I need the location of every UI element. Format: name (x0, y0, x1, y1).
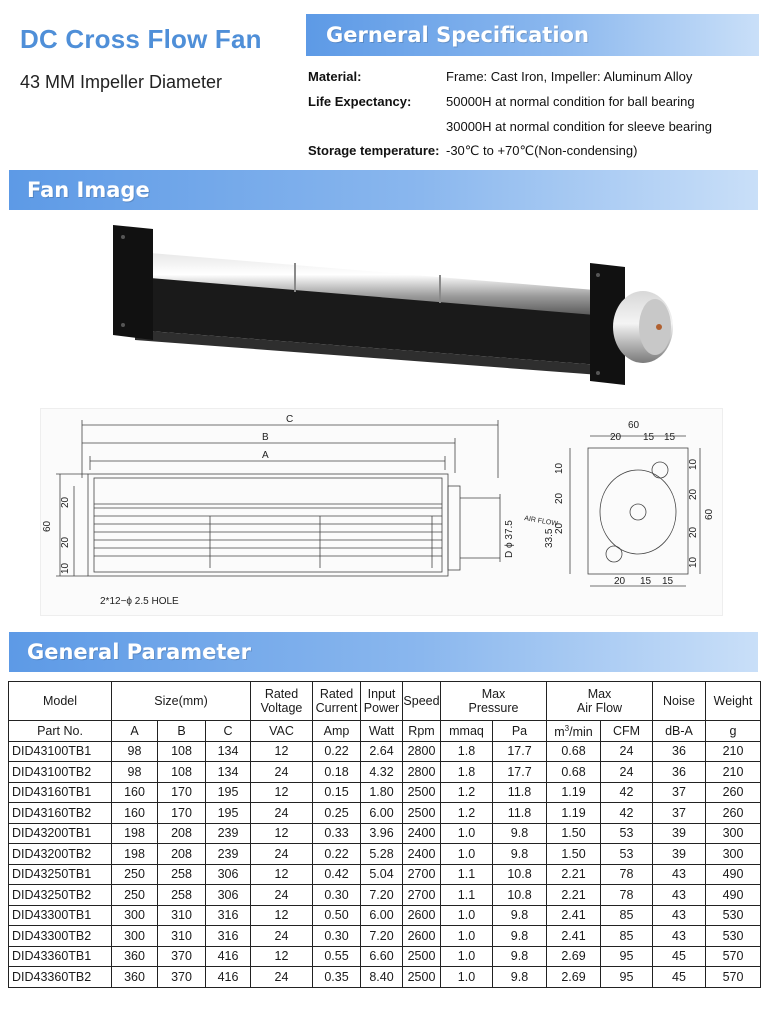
unit-watt: Watt (361, 721, 403, 742)
unit-mmaq: mmaq (441, 721, 493, 742)
spec-label-material: Material: (308, 69, 362, 84)
cell-speed: 2500 (403, 782, 441, 803)
cell-model: DID43200TB2 (9, 844, 112, 865)
unit-g: g (706, 721, 761, 742)
cell-weight: 300 (706, 844, 761, 865)
cell-rated-voltage: 12 (251, 741, 313, 762)
cell-size-b: 370 (158, 946, 206, 967)
specification-banner-text: Gerneral Specification (326, 23, 589, 47)
cell-airflow-cfm: 95 (601, 946, 653, 967)
cell-weight: 490 (706, 864, 761, 885)
cell-weight: 210 (706, 762, 761, 783)
table-row (9, 946, 761, 967)
cell-pressure-mmaq: 1.1 (441, 885, 493, 906)
cell-airflow-cfm: 53 (601, 844, 653, 865)
header-input-power-line1: Input (367, 687, 396, 701)
cell-weight: 530 (706, 905, 761, 926)
cell-rated-current: 0.30 (313, 885, 361, 906)
dim-height-60: 60 (42, 520, 53, 532)
header-max-airflow-line1: Max (587, 687, 612, 701)
unit-m3-base: m (554, 725, 565, 740)
cell-weight: 210 (706, 741, 761, 762)
spec-value-life-ball: 50000H at normal condition for ball bearing (446, 94, 695, 109)
cell-pressure-mmaq: 1.8 (441, 762, 493, 783)
table-row (9, 864, 761, 885)
cell-airflow-m3min: 1.19 (547, 803, 601, 824)
unit-m3-sup: 3 (564, 724, 570, 734)
unit-amp: Amp (313, 721, 361, 742)
header-size: Size(mm) (112, 682, 251, 721)
cell-size-b: 108 (158, 762, 206, 783)
cell-size-b: 208 (158, 823, 206, 844)
unit-vac: VAC (251, 721, 313, 742)
cell-pressure-pa: 9.8 (493, 946, 547, 967)
cell-size-a: 98 (112, 762, 158, 783)
cell-model: DID43100TB2 (9, 762, 112, 783)
cell-airflow-cfm: 85 (601, 926, 653, 947)
cell-rated-current: 0.42 (313, 864, 361, 885)
end-top-15b: 15 (664, 432, 676, 443)
cell-model: DID43160TB2 (9, 803, 112, 824)
cell-size-b: 170 (158, 782, 206, 803)
cell-input-power: 8.40 (361, 967, 403, 988)
cell-pressure-pa: 17.7 (493, 762, 547, 783)
end-side-10: 10 (554, 462, 565, 474)
cell-noise: 37 (653, 803, 706, 824)
dim-left-20a: 20 (60, 496, 71, 508)
cell-size-a: 160 (112, 782, 158, 803)
cell-noise: 43 (653, 905, 706, 926)
cell-rated-voltage: 24 (251, 844, 313, 865)
cell-size-c: 316 (206, 905, 251, 926)
cell-input-power: 7.20 (361, 885, 403, 906)
unit-c: C (206, 721, 251, 742)
air-flow-label: AIR FLOW (523, 515, 559, 528)
dim-c-label: C (286, 414, 294, 425)
cell-rated-voltage: 12 (251, 905, 313, 926)
end-right-10b: 10 (688, 556, 699, 568)
cell-airflow-cfm: 78 (601, 864, 653, 885)
header-input-power-line2: Power (363, 701, 400, 715)
cell-airflow-m3min: 2.41 (547, 905, 601, 926)
header-max-pressure-line2: Pressure (468, 701, 519, 715)
specification-banner (306, 14, 759, 56)
cell-input-power: 6.00 (361, 905, 403, 926)
end-top-15a: 15 (643, 432, 655, 443)
cell-rated-voltage: 12 (251, 864, 313, 885)
cell-size-c: 134 (206, 762, 251, 783)
unit-b: B (158, 721, 206, 742)
cell-pressure-pa: 10.8 (493, 885, 547, 906)
cell-noise: 37 (653, 782, 706, 803)
unit-cfm: CFM (601, 721, 653, 742)
cell-pressure-mmaq: 1.0 (441, 967, 493, 988)
cell-size-a: 360 (112, 967, 158, 988)
cell-rated-voltage: 12 (251, 782, 313, 803)
cell-noise: 39 (653, 844, 706, 865)
cell-weight: 490 (706, 885, 761, 906)
spec-value-life-sleeve: 30000H at normal condition for sleeve bearing (446, 119, 712, 134)
cell-airflow-m3min: 2.69 (547, 946, 601, 967)
cell-size-b: 108 (158, 741, 206, 762)
cell-rated-current: 0.22 (313, 844, 361, 865)
cell-pressure-mmaq: 1.0 (441, 844, 493, 865)
cell-input-power: 3.96 (361, 823, 403, 844)
header-rated-voltage (251, 682, 313, 721)
cell-size-a: 360 (112, 946, 158, 967)
cell-size-c: 134 (206, 741, 251, 762)
cell-noise: 39 (653, 823, 706, 844)
cell-rated-current: 0.22 (313, 741, 361, 762)
cell-model: DID43100TB1 (9, 741, 112, 762)
cell-airflow-m3min: 0.68 (547, 762, 601, 783)
header-max-pressure (441, 682, 547, 721)
cell-size-b: 310 (158, 905, 206, 926)
cell-size-a: 250 (112, 885, 158, 906)
fan-image-banner (9, 170, 758, 210)
cell-airflow-cfm: 42 (601, 782, 653, 803)
cell-size-a: 160 (112, 803, 158, 824)
table-row (9, 967, 761, 988)
cell-speed: 2600 (403, 926, 441, 947)
cell-speed: 2700 (403, 864, 441, 885)
cell-speed: 2500 (403, 803, 441, 824)
fan-photo (95, 215, 675, 395)
header-rated-current (313, 682, 361, 721)
header-input-power (361, 682, 403, 721)
cell-airflow-m3min: 1.50 (547, 823, 601, 844)
cell-input-power: 1.80 (361, 782, 403, 803)
unit-dba: dB-A (653, 721, 706, 742)
cell-model: DID43250TB1 (9, 864, 112, 885)
cell-pressure-mmaq: 1.8 (441, 741, 493, 762)
unit-rpm: Rpm (403, 721, 441, 742)
general-parameter-banner (9, 632, 758, 672)
table-row (9, 844, 761, 865)
spec-label-life: Life Expectancy: (308, 94, 412, 109)
cell-size-a: 300 (112, 926, 158, 947)
header-model: Model (9, 682, 112, 721)
cell-airflow-m3min: 0.68 (547, 741, 601, 762)
cell-size-c: 239 (206, 844, 251, 865)
cell-pressure-mmaq: 1.0 (441, 946, 493, 967)
cell-noise: 36 (653, 762, 706, 783)
cell-rated-current: 0.18 (313, 762, 361, 783)
cell-airflow-m3min: 2.21 (547, 864, 601, 885)
cell-speed: 2500 (403, 967, 441, 988)
cell-size-b: 170 (158, 803, 206, 824)
cell-speed: 2400 (403, 844, 441, 865)
header-weight: Weight (706, 682, 761, 721)
end-right-60: 60 (704, 508, 715, 520)
cell-airflow-m3min: 2.69 (547, 967, 601, 988)
cell-size-c: 306 (206, 885, 251, 906)
end-right-20b: 20 (688, 526, 699, 538)
cell-size-b: 258 (158, 885, 206, 906)
end-top-20: 20 (610, 432, 622, 443)
cell-airflow-m3min: 1.50 (547, 844, 601, 865)
cell-input-power: 2.64 (361, 741, 403, 762)
cell-airflow-cfm: 85 (601, 905, 653, 926)
cell-rated-voltage: 24 (251, 885, 313, 906)
cell-input-power: 5.04 (361, 864, 403, 885)
cell-model: DID43160TB1 (9, 782, 112, 803)
end-bottom-15b: 15 (662, 576, 674, 587)
cell-input-power: 6.60 (361, 946, 403, 967)
cell-weight: 530 (706, 926, 761, 947)
cell-speed: 2600 (403, 905, 441, 926)
cell-airflow-m3min: 2.41 (547, 926, 601, 947)
cell-noise: 45 (653, 967, 706, 988)
cell-model: DID43360TB2 (9, 967, 112, 988)
cell-input-power: 7.20 (361, 926, 403, 947)
cell-pressure-pa: 9.8 (493, 905, 547, 926)
cell-size-b: 208 (158, 844, 206, 865)
table-row (9, 885, 761, 906)
cell-airflow-cfm: 95 (601, 967, 653, 988)
diameter-label: D ϕ 37.5 (504, 520, 515, 558)
general-parameter-banner-text: General Parameter (27, 640, 251, 664)
cell-speed: 2700 (403, 885, 441, 906)
end-bottom-15: 15 (640, 576, 652, 587)
spec-value-material: Frame: Cast Iron, Impeller: Aluminum Alloy (446, 69, 693, 84)
cell-noise: 43 (653, 864, 706, 885)
cell-size-c: 195 (206, 803, 251, 824)
cell-pressure-mmaq: 1.1 (441, 864, 493, 885)
end-bottom-20: 20 (614, 576, 626, 587)
cell-size-c: 316 (206, 926, 251, 947)
spec-value-storage: -30℃ to +70℃(Non-condensing) (446, 143, 638, 158)
dim-left-20b: 20 (60, 536, 71, 548)
table-row (9, 782, 761, 803)
product-title: DC Cross Flow Fan (20, 24, 262, 54)
cell-size-b: 370 (158, 967, 206, 988)
spec-label-storage: Storage temperature: (308, 143, 440, 158)
end-right-20a: 20 (688, 488, 699, 500)
table-row (9, 926, 761, 947)
cell-size-b: 310 (158, 926, 206, 947)
parameter-table-body (9, 741, 761, 987)
cell-noise: 43 (653, 885, 706, 906)
cell-airflow-cfm: 24 (601, 762, 653, 783)
cell-size-c: 416 (206, 946, 251, 967)
cell-model: DID43200TB1 (9, 823, 112, 844)
unit-m3-per-min: /min (569, 725, 593, 740)
cell-size-c: 195 (206, 782, 251, 803)
dimension-drawing (40, 408, 723, 616)
table-header-row (9, 682, 761, 721)
cell-rated-current: 0.30 (313, 926, 361, 947)
cell-airflow-m3min: 1.19 (547, 782, 601, 803)
cell-weight: 570 (706, 946, 761, 967)
cell-speed: 2800 (403, 762, 441, 783)
cell-size-a: 250 (112, 864, 158, 885)
table-row (9, 803, 761, 824)
end-side-33-5: 33.5 (544, 528, 555, 548)
cell-speed: 2500 (403, 946, 441, 967)
cell-rated-voltage: 24 (251, 967, 313, 988)
cell-airflow-cfm: 53 (601, 823, 653, 844)
cell-pressure-mmaq: 1.0 (441, 905, 493, 926)
unit-m3-min (547, 721, 601, 742)
header-rated-voltage-line1: Rated (264, 687, 299, 701)
cell-noise: 45 (653, 946, 706, 967)
cell-weight: 260 (706, 803, 761, 824)
cell-pressure-pa: 11.8 (493, 782, 547, 803)
cell-size-a: 198 (112, 844, 158, 865)
product-subtitle: 43 MM Impeller Diameter (20, 72, 223, 92)
header-rated-voltage-line2: Voltage (260, 701, 303, 715)
dim-left-10: 10 (60, 562, 71, 574)
cell-rated-voltage: 24 (251, 762, 313, 783)
cell-pressure-pa: 9.8 (493, 823, 547, 844)
cell-input-power: 4.32 (361, 762, 403, 783)
cell-rated-current: 0.25 (313, 803, 361, 824)
cell-model: DID43360TB1 (9, 946, 112, 967)
end-right-10a: 10 (688, 458, 699, 470)
parameter-table (8, 681, 761, 988)
header-rated-current-line2: Current (315, 701, 358, 715)
cell-rated-current: 0.35 (313, 967, 361, 988)
fan-left-endplate (113, 225, 153, 340)
end-side-20b: 20 (554, 522, 565, 534)
cell-pressure-mmaq: 1.2 (441, 782, 493, 803)
cell-input-power: 5.28 (361, 844, 403, 865)
cell-pressure-pa: 9.8 (493, 844, 547, 865)
table-row (9, 905, 761, 926)
cell-model: DID43250TB2 (9, 885, 112, 906)
dim-a-label: A (262, 450, 269, 461)
cell-input-power: 6.00 (361, 803, 403, 824)
unit-a: A (112, 721, 158, 742)
cell-weight: 300 (706, 823, 761, 844)
cell-weight: 570 (706, 967, 761, 988)
table-row (9, 823, 761, 844)
unit-pa: Pa (493, 721, 547, 742)
header-max-airflow (547, 682, 653, 721)
cell-size-b: 258 (158, 864, 206, 885)
cell-pressure-pa: 17.7 (493, 741, 547, 762)
unit-part-no: Part No. (9, 721, 112, 742)
cell-size-a: 198 (112, 823, 158, 844)
cell-speed: 2400 (403, 823, 441, 844)
header-speed: Speed (403, 682, 441, 721)
cell-rated-voltage: 24 (251, 926, 313, 947)
fan-image-banner-text: Fan Image (27, 178, 150, 202)
cell-rated-voltage: 24 (251, 803, 313, 824)
cell-airflow-cfm: 24 (601, 741, 653, 762)
cell-pressure-pa: 11.8 (493, 803, 547, 824)
cell-rated-current: 0.33 (313, 823, 361, 844)
cell-pressure-mmaq: 1.2 (441, 803, 493, 824)
cell-pressure-pa: 10.8 (493, 864, 547, 885)
cell-noise: 43 (653, 926, 706, 947)
cell-rated-current: 0.15 (313, 782, 361, 803)
cell-model: DID43300TB1 (9, 905, 112, 926)
header-noise: Noise (653, 682, 706, 721)
cell-noise: 36 (653, 741, 706, 762)
cell-size-c: 416 (206, 967, 251, 988)
table-row (9, 762, 761, 783)
cell-pressure-pa: 9.8 (493, 926, 547, 947)
cell-size-a: 98 (112, 741, 158, 762)
end-top-60: 60 (628, 420, 640, 431)
cell-rated-voltage: 12 (251, 823, 313, 844)
cell-model: DID43300TB2 (9, 926, 112, 947)
end-side-20a: 20 (554, 492, 565, 504)
header-max-airflow-line2: Air Flow (576, 701, 623, 715)
cell-size-c: 239 (206, 823, 251, 844)
cell-size-a: 300 (112, 905, 158, 926)
cell-rated-current: 0.50 (313, 905, 361, 926)
table-units-row (9, 721, 761, 742)
dim-b-label: B (262, 432, 269, 443)
hole-label: 2*12−ϕ 2.5 HOLE (100, 596, 179, 607)
cell-rated-voltage: 12 (251, 946, 313, 967)
cell-weight: 260 (706, 782, 761, 803)
table-row (9, 741, 761, 762)
cell-size-c: 306 (206, 864, 251, 885)
cell-rated-current: 0.55 (313, 946, 361, 967)
cell-pressure-pa: 9.8 (493, 967, 547, 988)
cell-airflow-cfm: 78 (601, 885, 653, 906)
cell-speed: 2800 (403, 741, 441, 762)
header-max-pressure-line1: Max (481, 687, 506, 701)
cell-airflow-cfm: 42 (601, 803, 653, 824)
cell-airflow-m3min: 2.21 (547, 885, 601, 906)
cell-pressure-mmaq: 1.0 (441, 823, 493, 844)
header-rated-current-line1: Rated (319, 687, 354, 701)
cell-pressure-mmaq: 1.0 (441, 926, 493, 947)
